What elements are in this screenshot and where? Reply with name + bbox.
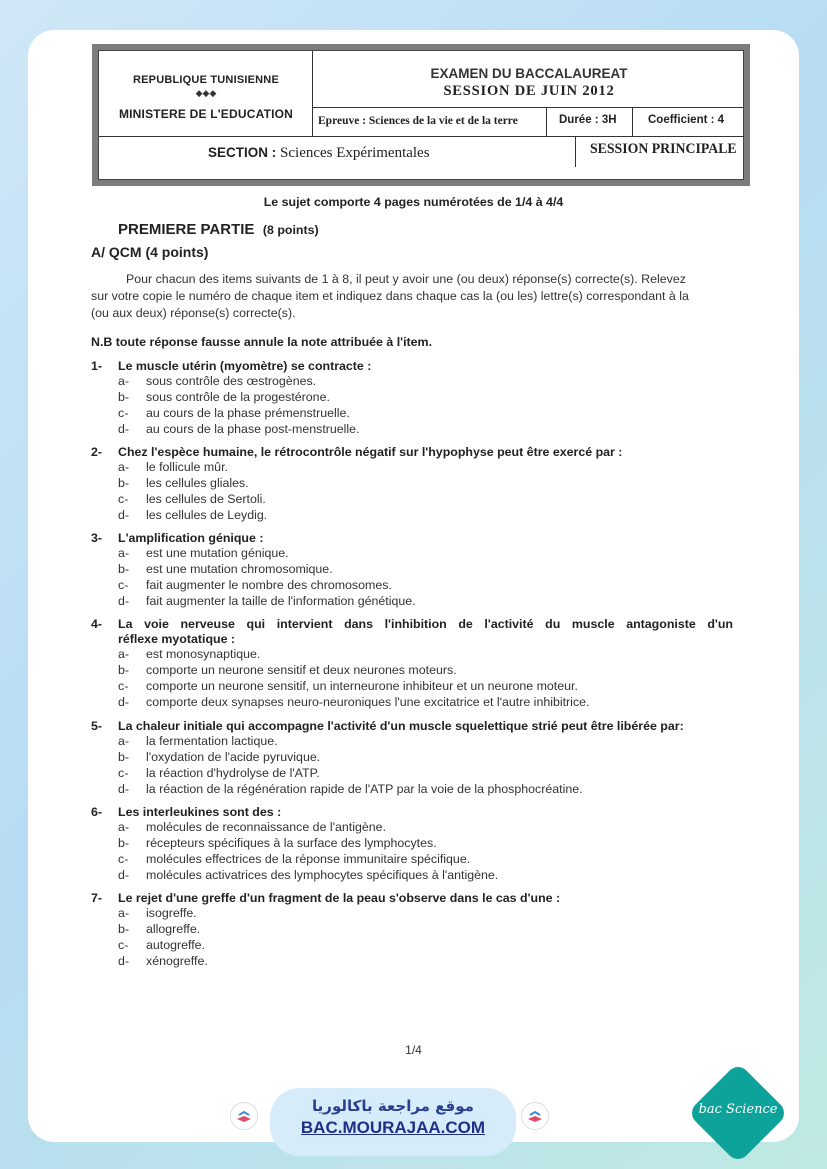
option-letter: b- [118, 476, 130, 490]
option-letter: a- [118, 374, 130, 388]
option-text: molécules de reconnaissance de l'antigène. [146, 820, 387, 834]
option-letter: d- [118, 868, 130, 882]
item-question: La voie nerveuse qui intervient dans l'inhibition de l'activité du muscle antagoniste d'un [118, 617, 733, 631]
option-letter: a- [118, 460, 130, 474]
item-number: 5- [91, 719, 103, 733]
option-text: comporte deux synapses neuro-neuroniques l'une excitatrice et l'autre inhibitrice. [146, 695, 590, 709]
option-letter: b- [118, 836, 130, 850]
bac-science-logo-text: bac Science [698, 1102, 778, 1117]
divider [312, 51, 313, 136]
option-letter: a- [118, 546, 130, 560]
epreuve-label: Epreuve : Sciences de la vie et de la terre [318, 115, 518, 127]
option-text: récepteurs spécifiques à la surface des lymphocytes. [146, 836, 437, 850]
instructions-line-2: sur votre copie le numéro de chaque item et indiquez dans chaque cas la (ou les) lettre(s) correspondant à la [91, 289, 689, 303]
option-letter: d- [118, 695, 130, 709]
option-letter: c- [118, 578, 129, 592]
option-text: allogreffe. [146, 922, 201, 936]
option-letter: d- [118, 508, 130, 522]
coefficient-label: Coefficient : 4 [648, 114, 725, 126]
option-text: les cellules gliales. [146, 476, 249, 490]
item-number: 3- [91, 531, 103, 545]
option-letter: b- [118, 562, 130, 576]
site-banner[interactable] [270, 1088, 516, 1156]
option-text: molécules activatrices des lymphocytes spécifiques à l'antigène. [146, 868, 499, 882]
item-question: La chaleur initiale qui accompagne l'activité d'un muscle squelettique strié peut être libérée par: [118, 719, 684, 733]
exam-title: EXAMEN DU BACCALAUREAT [430, 66, 628, 81]
page-number: 1/4 [405, 1043, 422, 1057]
item-question: Chez l'espèce humaine, le rétrocontrôle négatif sur l'hypophyse peut être exercé par : [118, 445, 623, 459]
option-text: est monosynaptique. [146, 647, 261, 661]
option-text: est une mutation chromosomique. [146, 562, 333, 576]
option-text: molécules effectrices de la réponse immunitaire spécifique. [146, 852, 471, 866]
ministry-label: MINISTERE DE L'EDUCATION [118, 107, 294, 121]
option-letter: c- [118, 679, 129, 693]
item-number: 4- [91, 617, 103, 631]
nb-note: N.B toute réponse fausse annule la note attribuée à l'item. [91, 335, 433, 349]
section-line [208, 145, 430, 162]
option-text: au cours de la phase post-menstruelle. [146, 422, 360, 436]
option-text: au cours de la phase prémenstruelle. [146, 406, 350, 420]
item-question: réflexe myotatique : [118, 632, 236, 646]
divider [546, 108, 547, 136]
arabic-site-title: موقع مراجعة باكالوريا [312, 1097, 474, 1115]
item-number: 1- [91, 359, 103, 373]
option-letter: a- [118, 647, 130, 661]
option-text: isogreffe. [146, 906, 197, 920]
option-letter: b- [118, 663, 130, 677]
duree-label: Durée : 3H [559, 114, 617, 126]
option-text: sous contrôle des œstrogènes. [146, 374, 317, 388]
option-text: les cellules de Leydig. [146, 508, 268, 522]
option-letter: c- [118, 852, 129, 866]
divider [312, 107, 744, 108]
section-label: SECTION : [208, 145, 277, 160]
option-text: autogreffe. [146, 938, 206, 952]
instructions-line-3: (ou aux deux) réponse(s) correcte(s). [91, 306, 296, 320]
instructions-line-1: Pour chacun des items suivants de 1 à 8, il peut y avoir une (ou deux) réponse(s) correcte(s). Relevez [126, 272, 686, 286]
option-letter: a- [118, 906, 130, 920]
option-letter: c- [118, 492, 129, 506]
option-letter: d- [118, 422, 130, 436]
option-text: sous contrôle de la progestérone. [146, 390, 330, 404]
subject-info: Le sujet comporte 4 pages numérotées de 1/4 à 4/4 [263, 195, 564, 209]
item-number: 7- [91, 891, 103, 905]
option-text: l'oxydation de l'acide pyruvique. [146, 750, 321, 764]
option-letter: c- [118, 406, 129, 420]
divider [99, 136, 744, 137]
option-letter: d- [118, 594, 130, 608]
site-link[interactable]: BAC.MOURAJAA.COM [300, 1118, 486, 1137]
option-letter: a- [118, 734, 130, 748]
item-question: Le rejet d'une greffe d'un fragment de la peau s'observe dans le cas d'une : [118, 891, 561, 905]
option-text: la réaction de la régénération rapide de l'ATP par la voie de la phosphocréatine. [146, 782, 583, 796]
divider [575, 137, 576, 167]
option-text: est une mutation génique. [146, 546, 289, 560]
option-letter: b- [118, 922, 130, 936]
option-letter: d- [118, 954, 130, 968]
part-title: PREMIERE PARTIE [118, 221, 255, 238]
option-letter: c- [118, 938, 129, 952]
option-text: les cellules de Sertoli. [146, 492, 266, 506]
part-points: (8 points) [262, 223, 319, 237]
option-text: la réaction d'hydrolyse de l'ATP. [146, 766, 320, 780]
item-question: Les interleukines sont des : [118, 805, 282, 819]
book-logo-icon [230, 1102, 258, 1130]
book-logo-icon [521, 1102, 549, 1130]
option-letter: d- [118, 782, 130, 796]
option-letter: b- [118, 390, 130, 404]
session-title: SESSION DE JUIN 2012 [443, 83, 615, 99]
option-text: comporte un neurone sensitif et deux neurones moteurs. [146, 663, 457, 677]
option-text: xénogreffe. [146, 954, 208, 968]
divider [632, 108, 633, 136]
qcm-title: A/ QCM (4 points) [91, 244, 209, 260]
option-text: comporte un neurone sensitif, un interneurone inhibiteur et un neurone moteur. [146, 679, 578, 693]
item-question: Le muscle utérin (myomètre) se contracte : [118, 359, 372, 373]
item-number: 6- [91, 805, 103, 819]
option-text: fait augmenter le nombre des chromosomes. [146, 578, 392, 592]
option-letter: a- [118, 820, 130, 834]
option-text: le follicule mûr. [146, 460, 228, 474]
item-question: L'amplification génique : [118, 531, 264, 545]
session-type: SESSION PRINCIPALE [590, 141, 737, 157]
section-value: Sciences Expérimentales [280, 145, 430, 161]
option-letter: c- [118, 766, 129, 780]
part-heading [118, 221, 319, 239]
option-text: la fermentation lactique. [146, 734, 278, 748]
ornament: ◆◆◆ [195, 88, 217, 98]
republic-label: REPUBLIQUE TUNISIENNE [133, 74, 279, 86]
option-text: fait augmenter la taille de l'information génétique. [146, 594, 416, 608]
option-letter: b- [118, 750, 130, 764]
item-number: 2- [91, 445, 103, 459]
